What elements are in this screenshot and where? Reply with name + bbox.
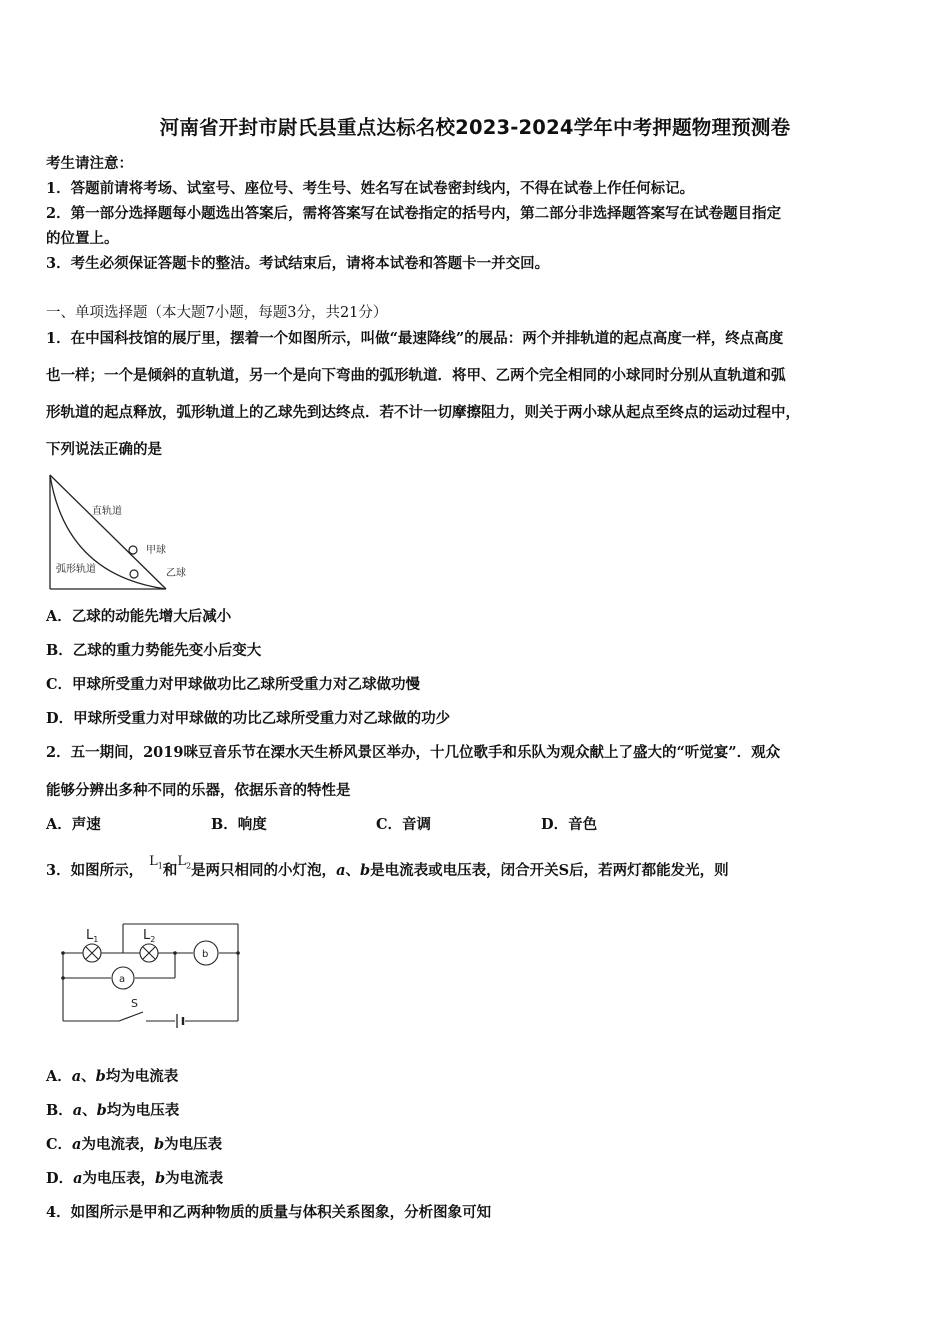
notice-item: 1．答题前请将考场、试室号、座位号、考生号、姓名写在试卷密封线内，不得在试卷上作任何标记。 <box>46 180 695 197</box>
switch-label: S <box>131 997 138 1010</box>
label-arc-track: 弧形轨道 <box>56 564 96 575</box>
q1-text: 形轨道的起点释放，弧形轨道上的乙球先到达终点．若不计一切摩擦阻力，则关于两小球从起点至终点的运动过程中， <box>46 404 800 421</box>
q1-text: 1．在中国科技馆的展厅里，摆着一个如图所示，叫做“最速降线”的展品：两个并排轨道的起点高度一样，终点高度 <box>46 330 784 347</box>
q3-option: B．a、b均为电压表 <box>46 1102 180 1119</box>
q2-text: 能够分辨出多种不同的乐器，依据乐音的特性是 <box>46 782 351 799</box>
meter-b-label: b <box>202 949 209 960</box>
notice-item: 的位置上。 <box>46 230 119 247</box>
q3-circuit-figure <box>55 918 250 1028</box>
label-straight-track: 直轨道 <box>92 506 122 517</box>
q1-text: 也一样；一个是倾斜的直轨道，另一个是向下弯曲的弧形轨道．将甲、乙两个完全相同的小球同时分别从直轨道和弧 <box>46 367 786 384</box>
meter-a-label: a <box>119 974 126 985</box>
lamp-l2-symbol: $L_2$ <box>177 854 192 871</box>
exam-title: 河南省开封市尉氏县重点达标名校2023-2024学年中考押题物理预测卷 <box>159 116 791 139</box>
q3-text: 3．如图所示，$L_1$和$L_2$是两只相同的小灯泡，a、b是电流表或电压表，闭合开关S后，若两灯都能发光，则 <box>46 854 729 879</box>
q1-option: B．乙球的重力势能先变小后变大 <box>46 642 262 659</box>
q1-option: A．乙球的动能先增大后减小 <box>46 608 232 625</box>
q2-option: D．音色 <box>541 816 598 833</box>
q2-option: A．声速 <box>46 816 101 833</box>
notice-item: 3．考生必须保证答题卡的整洁。考试结束后，请将本试卷和答题卡一并交回。 <box>46 255 550 272</box>
label-ball-a: 甲球 <box>146 545 166 556</box>
q2-text: 2．五一期间，2019咪豆音乐节在溧水天生桥风景区举办，十几位歌手和乐队为观众献上了盛大的“听觉宴”．观众 <box>46 744 781 761</box>
q3-option: D．a为电压表，b为电流表 <box>46 1170 224 1187</box>
notice-heading: 考生请注意： <box>46 155 133 172</box>
label-ball-b: 乙球 <box>166 568 186 579</box>
section-heading: 一、单项选择题（本大题7小题，每题3分，共21分） <box>46 305 388 321</box>
q1-option: C．甲球所受重力对甲球做功比乙球所受重力对乙球做功慢 <box>46 676 421 693</box>
lamp-l1-symbol: $L_1$ <box>149 854 163 871</box>
lamp1-label: $L_1$ <box>86 928 99 944</box>
q3-option: A．a、b均为电流表 <box>46 1068 179 1085</box>
q2-option: C．音调 <box>376 816 432 833</box>
q1-figure <box>44 470 204 595</box>
q1-option: D．甲球所受重力对甲球做的功比乙球所受重力对乙球做的功少 <box>46 710 451 727</box>
q2-option: B．响度 <box>211 816 267 833</box>
q1-text: 下列说法正确的是 <box>46 441 162 458</box>
notice-item: 2．第一部分选择题每小题选出答案后，需将答案写在试卷指定的括号内，第二部分非选择题答案写在试卷题目指定 <box>46 205 782 222</box>
q4-text: 4．如图所示是甲和乙两种物质的质量与体积关系图象，分析图象可知 <box>46 1204 492 1221</box>
q3-option: C．a为电流表，b为电压表 <box>46 1136 223 1153</box>
lamp2-label: $L_2$ <box>143 928 156 944</box>
